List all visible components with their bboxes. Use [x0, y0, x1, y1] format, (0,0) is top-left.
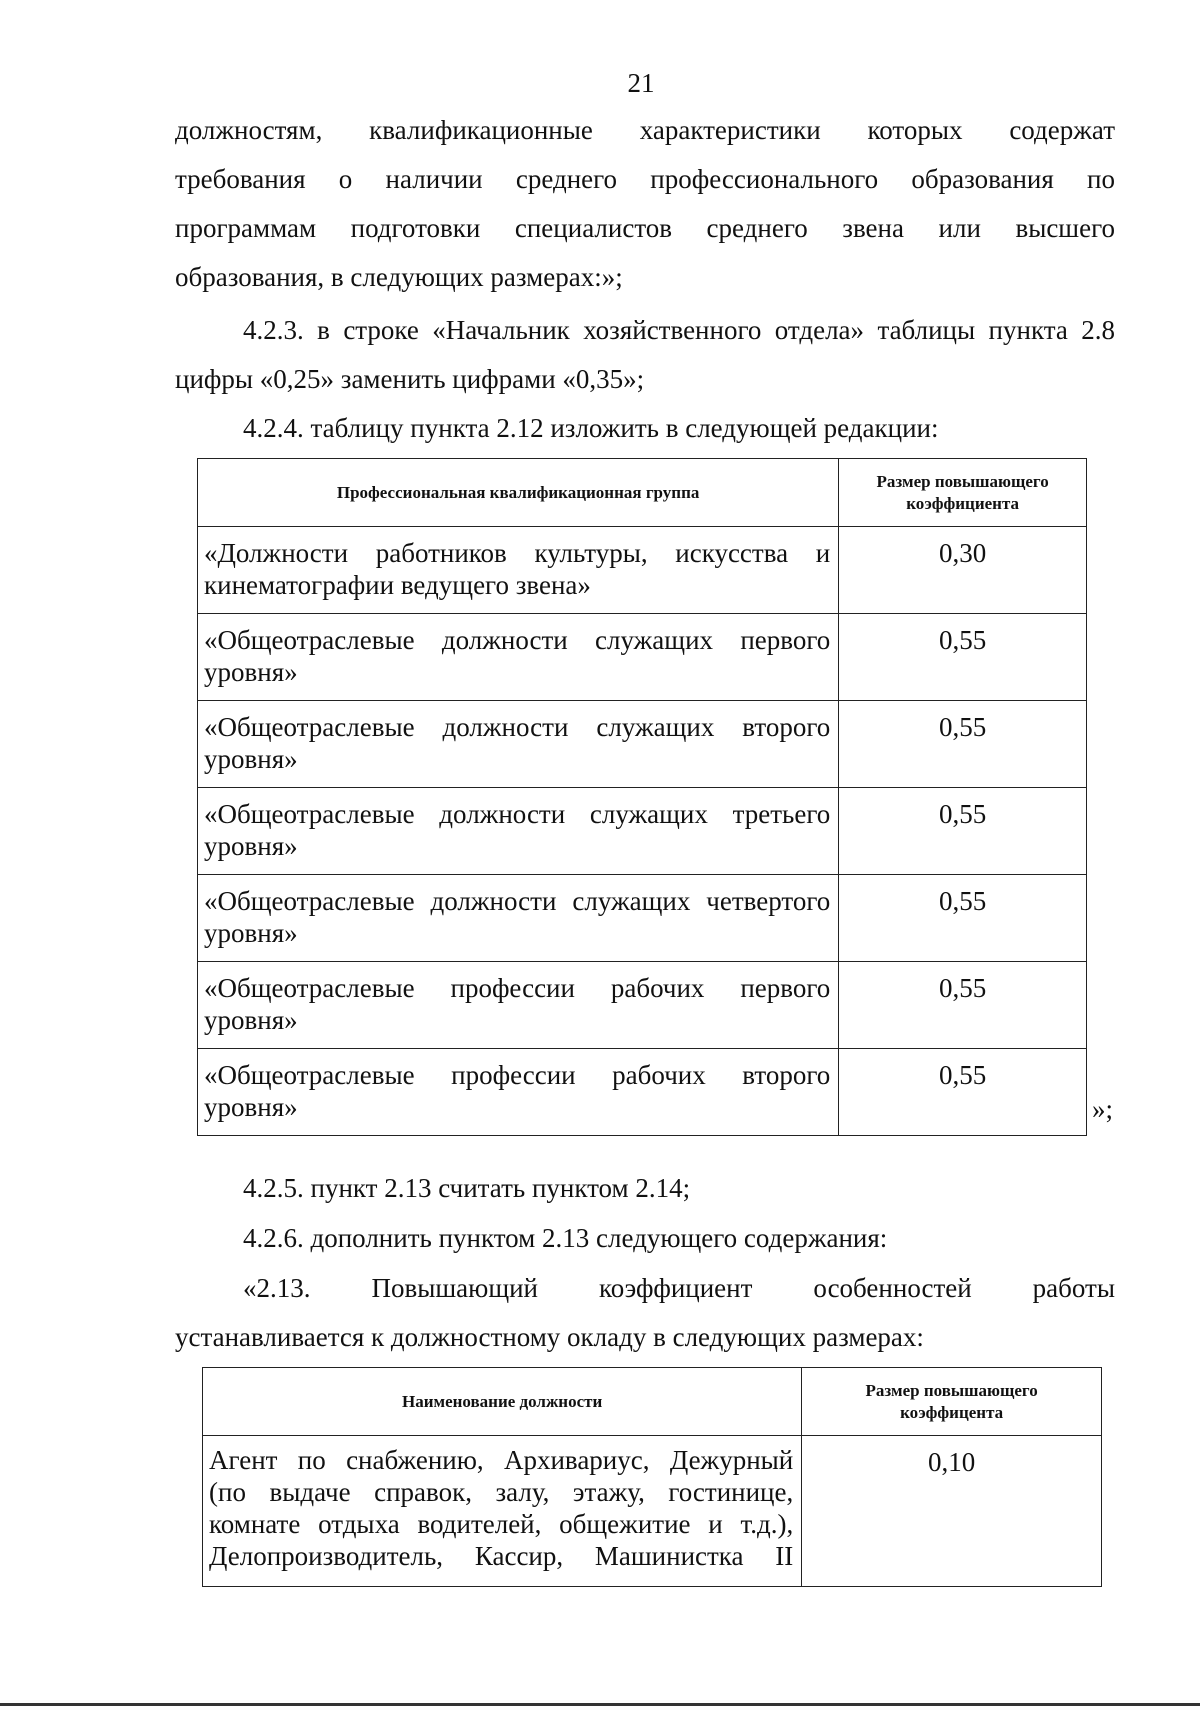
header-coefficient-line1: Размер повышающего	[865, 1380, 1038, 1400]
group-name-line2: уровня»	[204, 744, 298, 774]
item-4-2-5	[175, 1164, 1115, 1213]
intro-line: должностям, квалификационные характеристики которых содержат	[175, 115, 1115, 145]
item-4-2-6	[175, 1214, 1115, 1263]
group-name-line2: уровня»	[204, 1005, 298, 1035]
coefficient-value: 0,55	[938, 886, 987, 916]
item-4-2-3	[175, 306, 1115, 404]
page-number: 21	[627, 68, 655, 98]
item-2-13	[175, 1264, 1115, 1362]
group-name-line1: «Общеотраслевые должности служащих второго	[204, 712, 831, 742]
position-coefficient-table-2-13	[202, 1367, 1102, 1587]
table-row	[198, 962, 1087, 1049]
position-list-line: Делопроизводитель, Кассир, Машинистка II	[209, 1541, 794, 1571]
table-closing-quote: »;	[1092, 1094, 1114, 1124]
intro-paragraph	[175, 106, 1115, 302]
item-4-2-3-line2: цифры «0,25» заменить цифрами «0,35»;	[175, 364, 645, 394]
group-name-line1: «Общеотраслевые должности служащих четвертого	[204, 886, 831, 916]
group-name-line2: кинематографии ведущего звена»	[204, 570, 591, 600]
group-name-line2: уровня»	[204, 831, 298, 861]
table-row	[198, 527, 1087, 614]
table-header-row	[203, 1368, 1102, 1436]
table-row	[198, 701, 1087, 788]
coefficient-value: 0,55	[938, 625, 987, 655]
header-position-name: Наименование должности	[203, 1368, 802, 1436]
intro-line: образования, в следующих размерах:»;	[175, 262, 623, 292]
group-name-line1: «Общеотраслевые профессии рабочих первого	[204, 973, 831, 1003]
table-row	[198, 875, 1087, 962]
coefficient-value: 0,55	[938, 973, 987, 1003]
group-name-line1: «Общеотраслевые профессии рабочих второго	[204, 1060, 831, 1090]
table-header-row	[198, 459, 1087, 527]
header-coefficient-line1: Размер повышающего	[876, 471, 1049, 491]
table-row	[198, 788, 1087, 875]
group-name-line1: «Общеотраслевые должности служащих третьего	[204, 799, 831, 829]
header-coefficient-size	[839, 459, 1087, 527]
header-coefficient-line2: коэффициента	[906, 493, 1020, 513]
coefficient-value: 0,55	[938, 1060, 987, 1090]
table-row	[198, 614, 1087, 701]
group-name-line1: «Общеотраслевые должности служащих первого	[204, 625, 831, 655]
group-name-line2: уровня»	[204, 918, 298, 948]
item-4-2-6-text: 4.2.6. дополнить пунктом 2.13 следующего содержания:	[243, 1223, 888, 1253]
coefficient-value: 0,55	[938, 712, 987, 742]
intro-line: требования о наличии среднего профессионального образования по	[175, 164, 1115, 194]
group-name-line2: уровня»	[204, 657, 298, 687]
header-coefficient-line2: коэффицента	[900, 1402, 1004, 1422]
group-name-line1: «Должности работников культуры, искусства и	[204, 538, 831, 568]
intro-line: программам подготовки специалистов среднего звена или высшего	[175, 213, 1115, 243]
position-list-line: Агент по снабжению, Архивариус, Дежурный	[209, 1445, 794, 1475]
item-4-2-4-text: 4.2.4. таблицу пункта 2.12 изложить в следующей редакции:	[243, 413, 939, 443]
header-coefficient-size	[802, 1368, 1102, 1436]
position-list-line: комнате отдыха водителей, общежитие и т.д.),	[209, 1509, 794, 1539]
group-name-line2: уровня»	[204, 1092, 298, 1122]
coefficient-value: 0,55	[938, 799, 987, 829]
header-professional-group: Профессиональная квалификационная группа	[198, 459, 839, 527]
item-2-13-line2: устанавливается к должностному окладу в следующих размерах:	[175, 1322, 924, 1352]
table-row	[203, 1436, 1102, 1587]
item-4-2-3-line1: 4.2.3. в строке «Начальник хозяйственного отдела» таблицы пункта 2.8	[243, 315, 1115, 345]
coefficient-table-2-12	[197, 458, 1087, 1136]
page-bottom-rule	[0, 1703, 1200, 1706]
coefficient-value: 0,10	[928, 1447, 976, 1477]
position-list-line: (по выдаче справок, залу, этажу, гостинице,	[209, 1477, 794, 1507]
item-4-2-4	[175, 404, 1115, 453]
item-4-2-5-text: 4.2.5. пункт 2.13 считать пунктом 2.14;	[243, 1173, 691, 1203]
coefficient-value: 0,30	[938, 538, 987, 568]
item-2-13-line1: «2.13. Повышающий коэффициент особенностей работы	[243, 1273, 1115, 1303]
table-row	[198, 1049, 1087, 1136]
